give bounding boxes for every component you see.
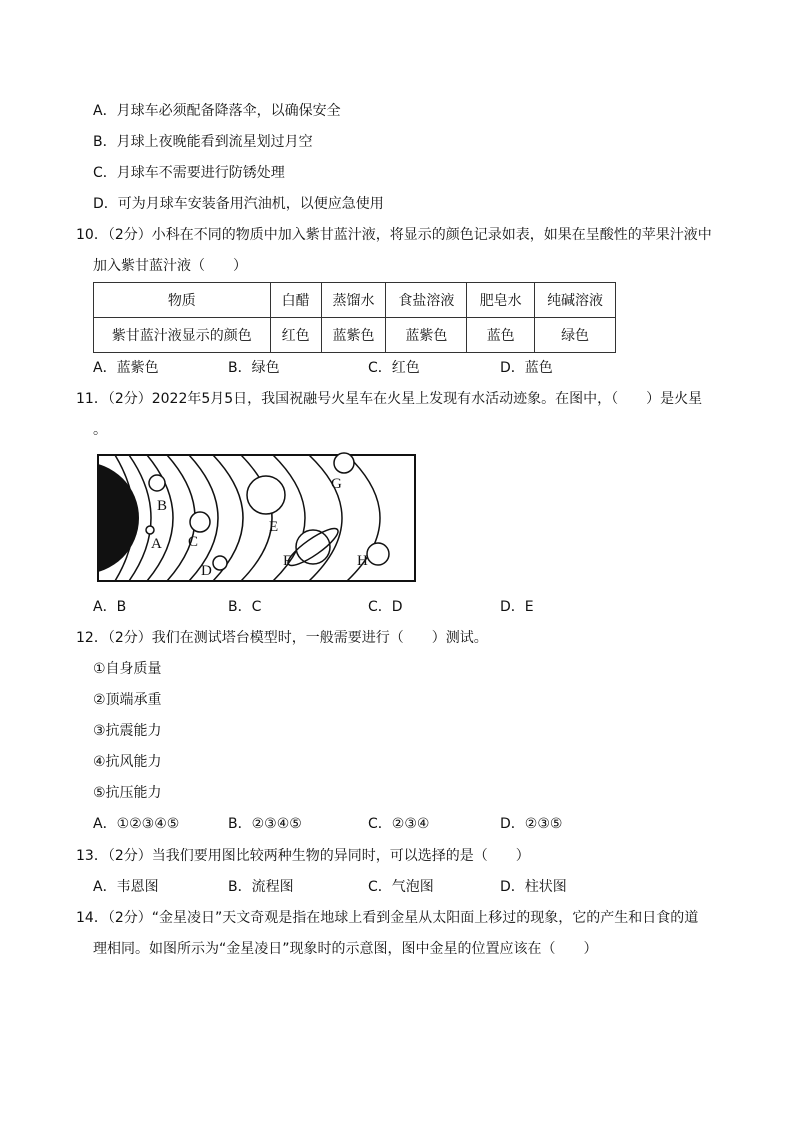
label-d: D [201, 563, 212, 579]
planet-c [190, 512, 210, 532]
table-cell: 蓝紫色 [386, 318, 467, 353]
label-c: C [188, 534, 199, 550]
table-cell: 红色 [270, 318, 321, 353]
planet-g [334, 453, 354, 473]
q14-stem-line1: 14．（2分）“金星凌日”天文奇观是指在地球上看到金星从太阳面上移过的现象，它的产生和日食的道 [76, 910, 699, 926]
q13-option-a: A．韦恩图 [93, 879, 159, 895]
q13-option-c: C．气泡图 [368, 879, 434, 895]
table-cell: 紫甘蓝汁液显示的颜色 [94, 318, 271, 353]
table-cell: 蒸馏水 [321, 283, 386, 318]
q12-item-5: ⑤抗压能力 [93, 785, 162, 801]
table-row [94, 318, 616, 353]
q9-option-c: C．月球车不需要进行防锈处理 [93, 165, 285, 181]
q11-stem-line1: 11．（2分）2022年5月5日，我国祝融号火星车在火星上发现有水活动迹象。在图中，（ ）是火星 [76, 391, 703, 407]
q11-option-b: B．C [228, 599, 262, 615]
table-header-row [94, 283, 616, 318]
planet-b [149, 475, 165, 491]
table-cell: 蓝色 [467, 318, 535, 353]
color-table [93, 282, 616, 353]
q12-option-d: D．②③⑤ [500, 816, 563, 832]
solar-system-diagram [95, 452, 420, 584]
q10-option-d: D．蓝色 [500, 360, 553, 376]
q14-stem-line2: 理相同。如图所示为“金星凌日”现象时的示意图，图中金星的位置应该在（ ） [93, 941, 598, 957]
q10-stem-line2: 加入紫甘蓝汁液（ ） [93, 258, 247, 274]
label-f: F [283, 553, 292, 569]
q12-item-2: ②顶端承重 [93, 692, 162, 708]
q11-option-c: C．D [368, 599, 403, 615]
q13-stem: 13．（2分）当我们要用图比较两种生物的异同时，可以选择的是（ ） [76, 848, 530, 864]
q13-option-b: B．流程图 [228, 879, 294, 895]
q11-stem-line2: 。 [93, 422, 107, 438]
q12-item-3: ③抗震能力 [93, 723, 162, 739]
q11-option-a: A．B [93, 599, 127, 615]
planet-h [367, 543, 389, 565]
table-cell: 肥皂水 [467, 283, 535, 318]
q9-option-b: B．月球上夜晚能看到流星划过月空 [93, 134, 313, 150]
table-cell: 白醋 [270, 283, 321, 318]
label-b: B [157, 498, 168, 514]
q11-option-d: D．E [500, 599, 534, 615]
table-cell: 物质 [94, 283, 271, 318]
q13-option-d: D．柱状图 [500, 879, 567, 895]
q10-option-b: B．绿色 [228, 360, 280, 376]
label-a: A [151, 536, 162, 552]
q9-option-a: A．月球车必须配备降落伞，以确保安全 [93, 103, 341, 119]
q12-item-4: ④抗风能力 [93, 754, 162, 770]
q12-item-1: ①自身质量 [93, 661, 162, 677]
table-cell: 食盐溶液 [386, 283, 467, 318]
q12-option-b: B．②③④⑤ [228, 816, 302, 832]
table-cell: 蓝紫色 [321, 318, 386, 353]
label-g: G [331, 476, 342, 492]
planet-a [146, 526, 154, 534]
table-cell: 纯碱溶液 [535, 283, 616, 318]
label-e: E [269, 519, 279, 535]
planet-d [213, 556, 227, 570]
planet-e [247, 476, 285, 514]
q10-option-c: C．红色 [368, 360, 420, 376]
q10-stem-line1: 10．（2分）小科在不同的物质中加入紫甘蓝汁液，将显示的颜色记录如表，如果在呈酸性的苹果汁液中 [76, 227, 712, 243]
label-h: H [357, 553, 368, 569]
q12-stem: 12．（2分）我们在测试塔台模型时，一般需要进行（ ）测试。 [76, 630, 488, 646]
q10-option-a: A．蓝紫色 [93, 360, 159, 376]
table-cell: 绿色 [535, 318, 616, 353]
q9-option-d: D．可为月球车安装备用汽油机，以便应急使用 [93, 196, 384, 212]
q12-option-a: A．①②③④⑤ [93, 816, 180, 832]
q12-option-c: C．②③④ [368, 816, 430, 832]
